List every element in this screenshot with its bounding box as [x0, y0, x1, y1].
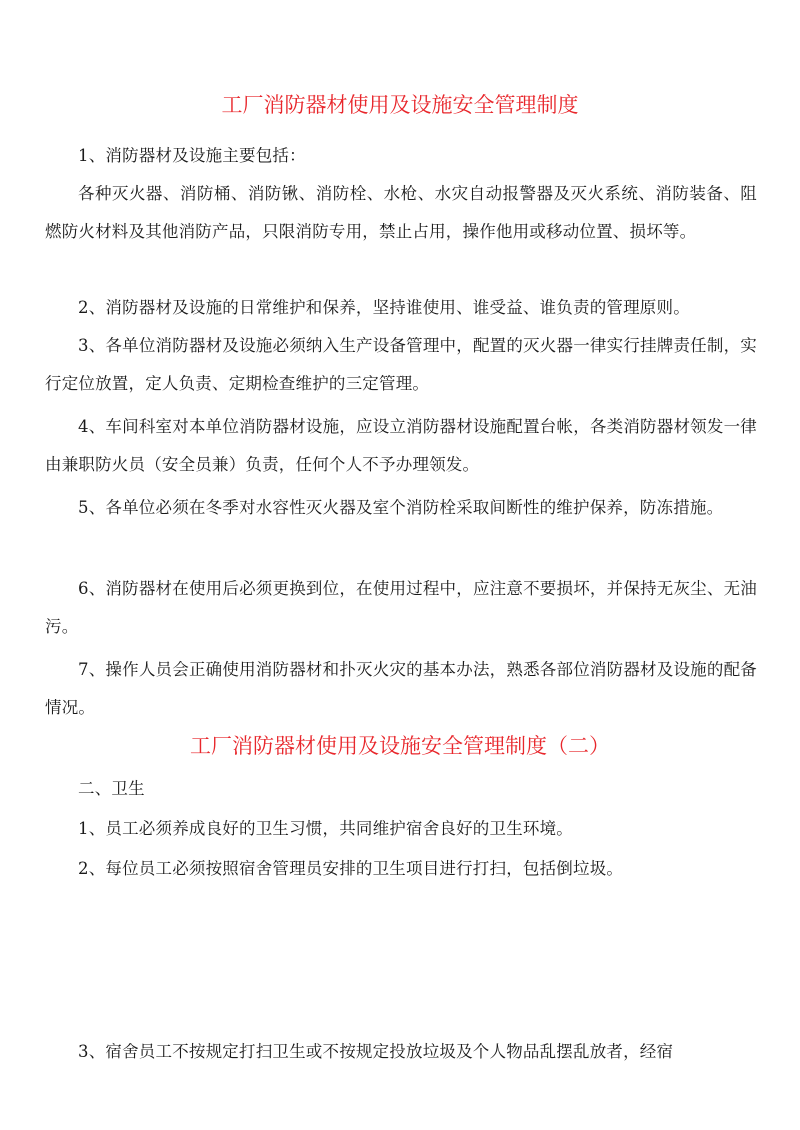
paragraph-item-4: 4、车间科室对本单位消防器材设施，应设立消防器材设施配置台帐，各类消防器材领发一律由兼职防火员（安全员兼）负责，任何个人不予办理领发。	[45, 417, 757, 474]
paragraph-item-2: 2、消防器材及设施的日常维护和保养，坚持谁使用、谁受益、谁负责的管理原则。	[78, 298, 690, 317]
document-title: 工厂消防器材使用及设施安全管理制度	[221, 93, 579, 117]
paragraph-hygiene-2: 2、每位员工必须按照宿舍管理员安排的卫生项目进行打扫，包括倒垃圾。	[78, 859, 624, 878]
section-2-title: 工厂消防器材使用及设施安全管理制度（二）	[190, 734, 610, 758]
paragraph-item-6: 6、消防器材在使用后必须更换到位，在使用过程中，应注意不要损坏，并保持无灰尘、无油污。	[45, 579, 757, 636]
paragraph-item-3: 3、各单位消防器材及设施必须纳入生产设备管理中，配置的灭火器一律实行挂牌责任制，实行定位放置，定人负责、定期检查维护的三定管理。	[45, 336, 757, 393]
paragraph-hygiene-3: 3、宿舍员工不按规定打扫卫生或不按规定投放垃圾及个人物品乱摆乱放者，经宿	[78, 1042, 674, 1061]
paragraph-equipment-list: 各种灭火器、消防桶、消防锹、消防栓、水枪、水灾自动报警器及灭火系统、消防装备、阻燃防火材料及其他消防产品，只限消防专用，禁止占用，操作他用或移动位置、损坏等。	[45, 184, 757, 241]
paragraph-item-5: 5、各单位必须在冬季对水容性灭火器及室个消防栓采取间断性的维护保养，防冻措施。	[78, 498, 724, 517]
section-heading-equipment: 1、消防器材及设施主要包括：	[78, 146, 306, 165]
paragraph-hygiene-1: 1、员工必须养成良好的卫生习惯，共同维护宿舍良好的卫生环境。	[78, 819, 573, 838]
paragraph-item-7: 7、操作人员会正确使用消防器材和扑灭火灾的基本办法，熟悉各部位消防器材及设施的配备情况。	[45, 660, 757, 717]
section-heading-hygiene: 二、卫生	[78, 779, 145, 798]
